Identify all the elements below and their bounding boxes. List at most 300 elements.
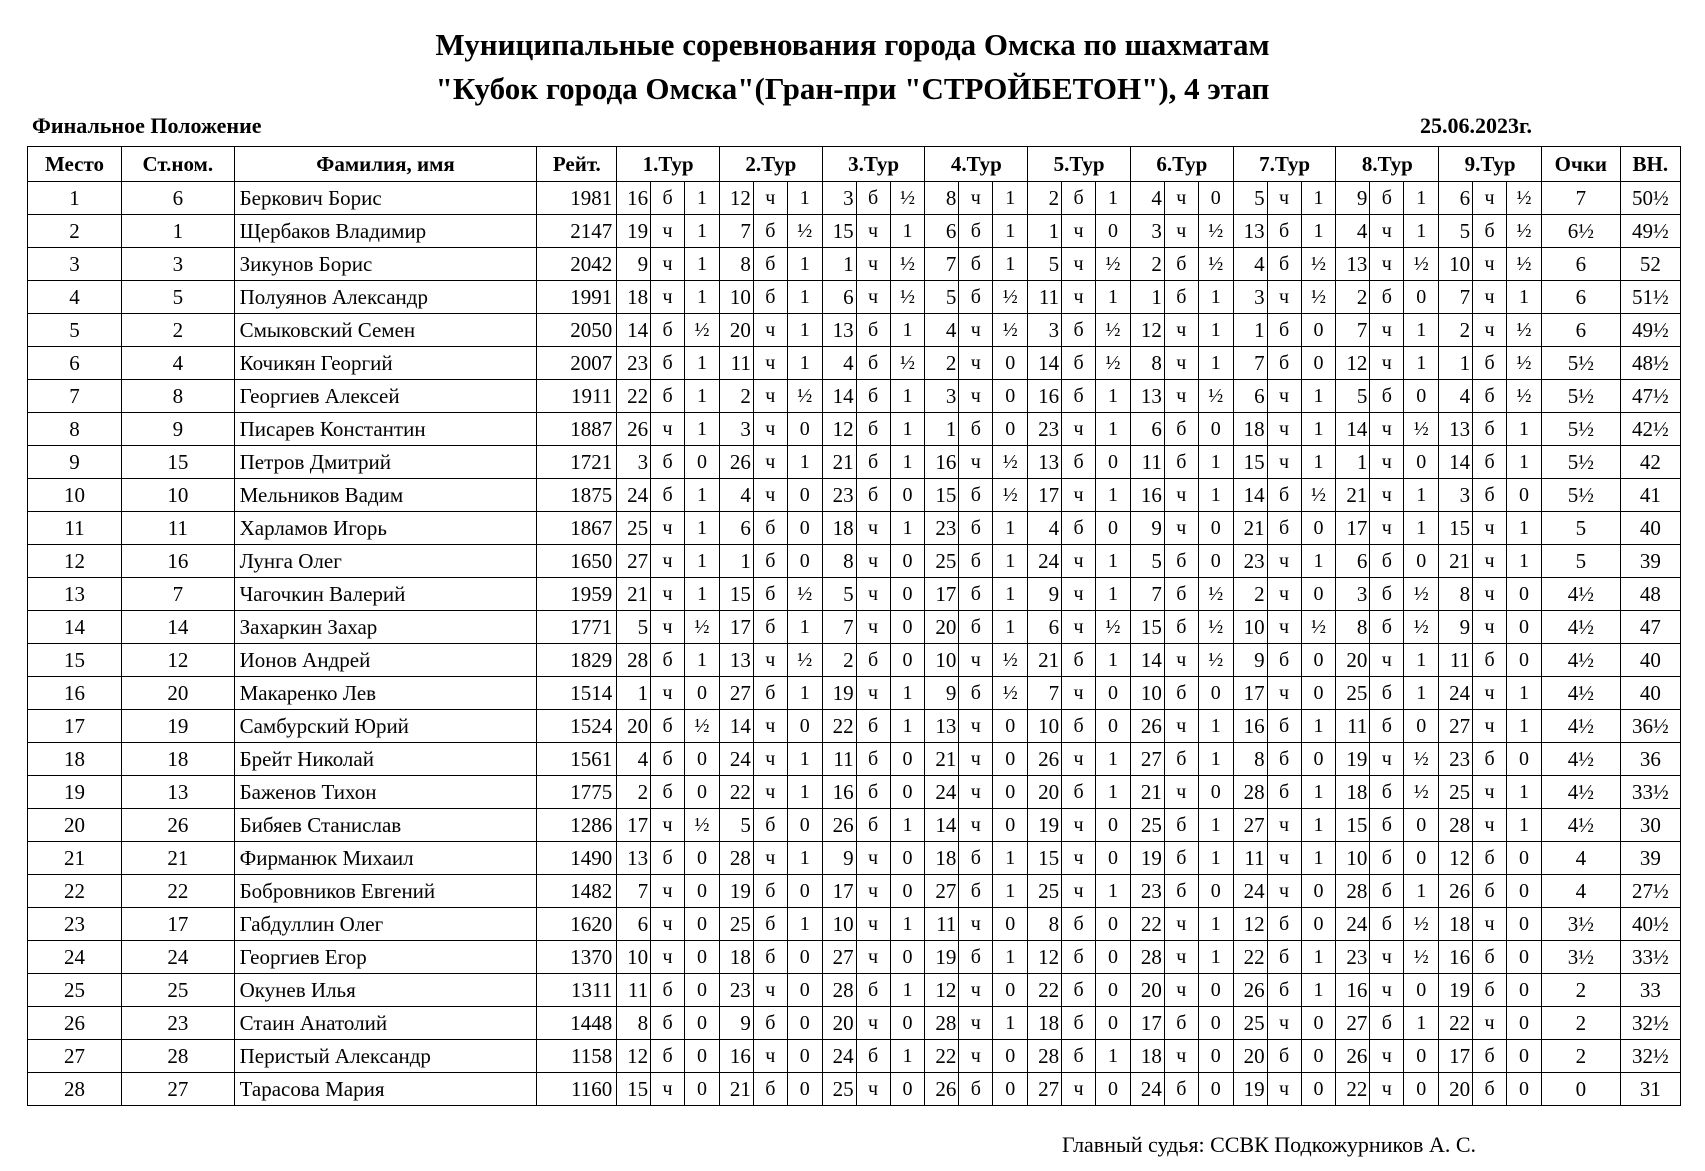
round-color-cell: б	[1473, 380, 1507, 413]
round-opponent-cell: 11	[1336, 710, 1370, 743]
round-opponent-cell: 22	[822, 710, 856, 743]
round-result-cell: 1	[1198, 809, 1233, 842]
round-result-cell: 0	[1096, 1007, 1131, 1040]
round-color-cell: б	[753, 248, 787, 281]
rating-cell: 2042	[537, 248, 617, 281]
round-result-cell: 0	[993, 776, 1028, 809]
rating-cell: 2050	[537, 314, 617, 347]
place-cell: 16	[28, 677, 122, 710]
round-opponent-cell: 13	[1336, 248, 1370, 281]
round-color-cell: б	[1370, 842, 1404, 875]
round-color-cell: б	[1164, 743, 1198, 776]
round-opponent-cell: 21	[1439, 545, 1473, 578]
round-result-cell: 0	[1198, 875, 1233, 908]
round-opponent-cell: 26	[1233, 974, 1267, 1007]
round-result-cell: ½	[1507, 380, 1542, 413]
round-color-cell: б	[1370, 875, 1404, 908]
round-result-cell: 1	[890, 908, 925, 941]
round-color-cell: ч	[959, 380, 993, 413]
round-opponent-cell: 28	[1233, 776, 1267, 809]
round-result-cell: 0	[1301, 347, 1336, 380]
round-color-cell: б	[1062, 512, 1096, 545]
round-result-cell: 1	[890, 809, 925, 842]
round-result-cell: 0	[890, 479, 925, 512]
round-result-cell: 0	[890, 941, 925, 974]
round-result-cell: ½	[993, 314, 1028, 347]
table-row	[28, 677, 1681, 710]
round-result-cell: 0	[1198, 512, 1233, 545]
round-color-cell: ч	[856, 248, 890, 281]
round-result-cell: 1	[1301, 413, 1336, 446]
round-opponent-cell: 26	[1028, 743, 1062, 776]
round-opponent-cell: 3	[1336, 578, 1370, 611]
round-result-cell: 1	[787, 908, 822, 941]
round-result-cell: 0	[993, 908, 1028, 941]
place-cell: 11	[28, 512, 122, 545]
tiebreak-cell: 33½	[1620, 941, 1680, 974]
round-opponent-cell: 22	[925, 1040, 959, 1073]
round-color-cell: б	[1267, 314, 1301, 347]
round-result-cell: ½	[1404, 248, 1439, 281]
round-opponent-cell: 5	[822, 578, 856, 611]
round-color-cell: ч	[1370, 743, 1404, 776]
round-result-cell: 1	[890, 677, 925, 710]
col-header-points: Очки	[1541, 147, 1620, 182]
round-result-cell: ½	[1404, 941, 1439, 974]
round-color-cell: ч	[1267, 809, 1301, 842]
round-result-cell: 0	[685, 908, 720, 941]
round-result-cell: ½	[890, 281, 925, 314]
round-color-cell: б	[1267, 479, 1301, 512]
round-result-cell: 1	[1301, 215, 1336, 248]
round-color-cell: б	[959, 512, 993, 545]
round-color-cell: ч	[1062, 1073, 1096, 1106]
rating-cell: 1370	[537, 941, 617, 974]
round-color-cell: ч	[856, 215, 890, 248]
place-cell: 7	[28, 380, 122, 413]
round-opponent-cell: 20	[1439, 1073, 1473, 1106]
round-color-cell: б	[1062, 941, 1096, 974]
place-cell: 21	[28, 842, 122, 875]
round-color-cell: ч	[856, 908, 890, 941]
standings-rows	[28, 182, 1681, 1106]
round-opponent-cell: 26	[1439, 875, 1473, 908]
round-opponent-cell: 18	[617, 281, 651, 314]
round-result-cell: 0	[1507, 644, 1542, 677]
round-opponent-cell: 25	[1233, 1007, 1267, 1040]
round-result-cell: 0	[890, 842, 925, 875]
place-cell: 18	[28, 743, 122, 776]
round-opponent-cell: 18	[925, 842, 959, 875]
round-result-cell: 0	[1507, 974, 1542, 1007]
round-opponent-cell: 17	[1233, 677, 1267, 710]
round-opponent-cell: 2	[822, 644, 856, 677]
place-cell: 24	[28, 941, 122, 974]
round-opponent-cell: 27	[1439, 710, 1473, 743]
round-result-cell: 0	[890, 545, 925, 578]
round-color-cell: ч	[959, 776, 993, 809]
round-color-cell: б	[856, 380, 890, 413]
round-opponent-cell: 10	[1028, 710, 1062, 743]
start-number-cell: 24	[122, 941, 235, 974]
round-opponent-cell: 24	[617, 479, 651, 512]
round-color-cell: ч	[1062, 743, 1096, 776]
round-result-cell: 1	[787, 776, 822, 809]
col-header-round-4: 4.Тур	[925, 147, 1028, 182]
round-color-cell: ч	[856, 941, 890, 974]
page-title-line-1: Муниципальные соревнования города Омска по шахматам	[435, 27, 1270, 62]
round-result-cell: 0	[1198, 182, 1233, 215]
round-result-cell: ½	[1507, 215, 1542, 248]
round-color-cell: б	[1267, 743, 1301, 776]
round-opponent-cell: 18	[1336, 776, 1370, 809]
round-color-cell: ч	[1473, 908, 1507, 941]
start-number-cell: 1	[122, 215, 235, 248]
round-color-cell: ч	[1267, 875, 1301, 908]
round-opponent-cell: 20	[719, 314, 753, 347]
round-color-cell: б	[1473, 347, 1507, 380]
round-result-cell: 0	[685, 1040, 720, 1073]
round-color-cell: ч	[856, 545, 890, 578]
round-color-cell: б	[651, 479, 685, 512]
table-row	[28, 248, 1681, 281]
round-opponent-cell: 24	[925, 776, 959, 809]
round-opponent-cell: 16	[1439, 941, 1473, 974]
round-color-cell: ч	[1370, 1040, 1404, 1073]
round-opponent-cell: 16	[1233, 710, 1267, 743]
round-opponent-cell: 9	[1233, 644, 1267, 677]
round-result-cell: 0	[1507, 1007, 1542, 1040]
round-color-cell: ч	[1370, 215, 1404, 248]
round-result-cell: 1	[685, 182, 720, 215]
round-opponent-cell: 23	[822, 479, 856, 512]
round-opponent-cell: 21	[1233, 512, 1267, 545]
round-result-cell: 0	[1507, 941, 1542, 974]
round-color-cell: ч	[753, 743, 787, 776]
round-opponent-cell: 3	[1028, 314, 1062, 347]
round-result-cell: 1	[1096, 413, 1131, 446]
round-opponent-cell: 18	[1439, 908, 1473, 941]
round-result-cell: ½	[1198, 248, 1233, 281]
round-result-cell: ½	[1096, 314, 1131, 347]
round-color-cell: б	[1164, 677, 1198, 710]
round-opponent-cell: 16	[1336, 974, 1370, 1007]
round-result-cell: ½	[1301, 479, 1336, 512]
round-color-cell: ч	[1062, 413, 1096, 446]
round-color-cell: б	[959, 875, 993, 908]
table-row	[28, 347, 1681, 380]
round-result-cell: 0	[685, 776, 720, 809]
round-color-cell: ч	[753, 182, 787, 215]
round-color-cell: б	[1164, 545, 1198, 578]
round-color-cell: б	[1473, 446, 1507, 479]
round-opponent-cell: 5	[1233, 182, 1267, 215]
round-opponent-cell: 27	[925, 875, 959, 908]
round-opponent-cell: 28	[822, 974, 856, 1007]
player-name-cell: Тарасова Мария	[234, 1073, 537, 1106]
round-color-cell: б	[753, 677, 787, 710]
points-cell: 5½	[1541, 380, 1620, 413]
round-opponent-cell: 24	[1130, 1073, 1164, 1106]
player-name-cell: Георгиев Егор	[234, 941, 537, 974]
table-row	[28, 611, 1681, 644]
start-number-cell: 20	[122, 677, 235, 710]
round-color-cell: б	[753, 1073, 787, 1106]
round-opponent-cell: 11	[1439, 644, 1473, 677]
tiebreak-cell: 41	[1620, 479, 1680, 512]
round-opponent-cell: 9	[1439, 611, 1473, 644]
round-result-cell: 1	[1404, 182, 1439, 215]
start-number-cell: 16	[122, 545, 235, 578]
round-opponent-cell: 17	[1439, 1040, 1473, 1073]
round-color-cell: ч	[1062, 809, 1096, 842]
rating-cell: 1959	[537, 578, 617, 611]
round-color-cell: б	[651, 842, 685, 875]
round-opponent-cell: 16	[925, 446, 959, 479]
round-color-cell: ч	[856, 512, 890, 545]
round-result-cell: 1	[685, 479, 720, 512]
round-result-cell: 1	[1301, 842, 1336, 875]
player-name-cell: Щербаков Владимир	[234, 215, 537, 248]
round-result-cell: ½	[1404, 413, 1439, 446]
round-opponent-cell: 10	[925, 644, 959, 677]
round-color-cell: б	[753, 875, 787, 908]
round-opponent-cell: 13	[822, 314, 856, 347]
table-row	[28, 710, 1681, 743]
points-cell: 4½	[1541, 611, 1620, 644]
round-opponent-cell: 24	[1336, 908, 1370, 941]
round-result-cell: ½	[787, 644, 822, 677]
round-result-cell: 0	[993, 380, 1028, 413]
round-opponent-cell: 10	[1233, 611, 1267, 644]
round-opponent-cell: 27	[617, 545, 651, 578]
points-cell: 5½	[1541, 413, 1620, 446]
round-opponent-cell: 20	[617, 710, 651, 743]
round-opponent-cell: 28	[1130, 941, 1164, 974]
round-result-cell: 1	[1301, 380, 1336, 413]
round-result-cell: 0	[890, 578, 925, 611]
round-result-cell: 0	[1096, 215, 1131, 248]
round-result-cell: 1	[890, 413, 925, 446]
round-result-cell: 0	[890, 1073, 925, 1106]
round-result-cell: 0	[993, 809, 1028, 842]
round-result-cell: 1	[1507, 809, 1542, 842]
round-color-cell: ч	[1370, 941, 1404, 974]
round-result-cell: 0	[1096, 512, 1131, 545]
round-result-cell: 1	[1096, 545, 1131, 578]
points-cell: 0	[1541, 1073, 1620, 1106]
round-result-cell: 0	[1198, 1007, 1233, 1040]
round-opponent-cell: 5	[719, 809, 753, 842]
round-result-cell: ½	[1198, 644, 1233, 677]
round-color-cell: б	[1370, 281, 1404, 314]
round-opponent-cell: 17	[1336, 512, 1370, 545]
tiebreak-cell: 48½	[1620, 347, 1680, 380]
rating-cell: 1160	[537, 1073, 617, 1106]
round-color-cell: б	[651, 380, 685, 413]
round-opponent-cell: 15	[1336, 809, 1370, 842]
round-result-cell: ½	[1507, 314, 1542, 347]
round-result-cell: 1	[685, 380, 720, 413]
round-opponent-cell: 12	[1028, 941, 1062, 974]
place-cell: 23	[28, 908, 122, 941]
round-opponent-cell: 10	[822, 908, 856, 941]
round-opponent-cell: 9	[1028, 578, 1062, 611]
col-header-round-2: 2.Тур	[719, 147, 822, 182]
round-color-cell: б	[753, 578, 787, 611]
round-color-cell: ч	[651, 545, 685, 578]
round-color-cell: ч	[753, 842, 787, 875]
round-opponent-cell: 4	[719, 479, 753, 512]
round-opponent-cell: 6	[925, 215, 959, 248]
player-name-cell: Баженов Тихон	[234, 776, 537, 809]
round-opponent-cell: 2	[1130, 248, 1164, 281]
round-result-cell: 1	[787, 314, 822, 347]
round-opponent-cell: 3	[1439, 479, 1473, 512]
round-opponent-cell: 21	[617, 578, 651, 611]
table-row	[28, 776, 1681, 809]
round-opponent-cell: 12	[1439, 842, 1473, 875]
tiebreak-cell: 39	[1620, 842, 1680, 875]
round-opponent-cell: 16	[617, 182, 651, 215]
round-color-cell: ч	[753, 380, 787, 413]
round-color-cell: б	[1473, 215, 1507, 248]
round-color-cell: б	[1267, 776, 1301, 809]
chief-judge: Главный судья: ССВК Подкожурников А. С.	[1062, 1132, 1477, 1157]
round-result-cell: 0	[890, 611, 925, 644]
col-header-start-number: Ст.ном.	[122, 147, 235, 182]
tiebreak-cell: 36½	[1620, 710, 1680, 743]
round-result-cell: 1	[993, 1007, 1028, 1040]
round-result-cell: ½	[993, 479, 1028, 512]
round-opponent-cell: 18	[822, 512, 856, 545]
round-color-cell: ч	[1473, 314, 1507, 347]
place-cell: 26	[28, 1007, 122, 1040]
round-opponent-cell: 22	[1439, 1007, 1473, 1040]
round-color-cell: ч	[959, 347, 993, 380]
round-color-cell: б	[753, 545, 787, 578]
round-color-cell: ч	[753, 1040, 787, 1073]
round-color-cell: ч	[1062, 842, 1096, 875]
round-opponent-cell: 23	[1028, 413, 1062, 446]
round-opponent-cell: 7	[1439, 281, 1473, 314]
round-result-cell: 1	[685, 347, 720, 380]
round-result-cell: 0	[1301, 578, 1336, 611]
round-color-cell: б	[1164, 413, 1198, 446]
round-color-cell: ч	[1267, 1073, 1301, 1106]
round-opponent-cell: 7	[1028, 677, 1062, 710]
round-color-cell: ч	[856, 677, 890, 710]
col-header-round-3: 3.Тур	[822, 147, 925, 182]
round-opponent-cell: 18	[1233, 413, 1267, 446]
round-result-cell: 1	[1404, 875, 1439, 908]
round-result-cell: 1	[787, 743, 822, 776]
round-color-cell: б	[1473, 842, 1507, 875]
round-result-cell: 0	[1096, 677, 1131, 710]
table-row	[28, 215, 1681, 248]
header-row	[28, 147, 1681, 182]
round-opponent-cell: 19	[1336, 743, 1370, 776]
round-opponent-cell: 15	[719, 578, 753, 611]
round-result-cell: 1	[890, 512, 925, 545]
points-cell: 4½	[1541, 644, 1620, 677]
col-header-round-5: 5.Тур	[1028, 147, 1131, 182]
round-opponent-cell: 15	[1028, 842, 1062, 875]
round-color-cell: ч	[753, 314, 787, 347]
round-color-cell: ч	[959, 974, 993, 1007]
round-color-cell: б	[1164, 578, 1198, 611]
round-color-cell: б	[1164, 611, 1198, 644]
round-result-cell: 0	[1301, 512, 1336, 545]
tiebreak-cell: 40	[1620, 677, 1680, 710]
round-result-cell: 1	[1301, 710, 1336, 743]
round-opponent-cell: 6	[1130, 413, 1164, 446]
tiebreak-cell: 49½	[1620, 314, 1680, 347]
round-opponent-cell: 10	[1439, 248, 1473, 281]
round-result-cell: 1	[1096, 743, 1131, 776]
round-result-cell: 0	[1507, 875, 1542, 908]
final-standings-label: Финальное Положение	[32, 113, 262, 138]
round-opponent-cell: 8	[617, 1007, 651, 1040]
table-row	[28, 446, 1681, 479]
round-opponent-cell: 27	[1233, 809, 1267, 842]
round-opponent-cell: 27	[822, 941, 856, 974]
round-result-cell: 1	[1198, 347, 1233, 380]
round-opponent-cell: 17	[822, 875, 856, 908]
col-header-round-6: 6.Тур	[1130, 147, 1233, 182]
round-color-cell: ч	[959, 1040, 993, 1073]
round-color-cell: б	[1062, 710, 1096, 743]
round-result-cell: 1	[1301, 545, 1336, 578]
round-result-cell: ½	[1404, 578, 1439, 611]
round-result-cell: 0	[1404, 545, 1439, 578]
table-row	[28, 380, 1681, 413]
round-result-cell: 0	[1404, 710, 1439, 743]
round-opponent-cell: 14	[617, 314, 651, 347]
round-opponent-cell: 1	[1130, 281, 1164, 314]
round-color-cell: б	[651, 644, 685, 677]
round-opponent-cell: 20	[1233, 1040, 1267, 1073]
round-opponent-cell: 12	[1233, 908, 1267, 941]
round-color-cell: ч	[1164, 182, 1198, 215]
round-result-cell: ½	[993, 677, 1028, 710]
player-name-cell: Фирманюк Михаил	[234, 842, 537, 875]
round-color-cell: б	[1370, 710, 1404, 743]
start-number-cell: 26	[122, 809, 235, 842]
round-result-cell: 1	[1301, 974, 1336, 1007]
round-result-cell: 1	[1096, 875, 1131, 908]
round-color-cell: б	[1164, 1073, 1198, 1106]
round-color-cell: ч	[1267, 842, 1301, 875]
table-row	[28, 479, 1681, 512]
round-color-cell: ч	[1164, 908, 1198, 941]
round-color-cell: б	[1473, 743, 1507, 776]
round-color-cell: ч	[1062, 611, 1096, 644]
round-result-cell: 1	[1507, 413, 1542, 446]
round-result-cell: ½	[993, 644, 1028, 677]
player-name-cell: Кочикян Георгий	[234, 347, 537, 380]
round-opponent-cell: 21	[822, 446, 856, 479]
round-opponent-cell: 5	[1130, 545, 1164, 578]
round-opponent-cell: 5	[925, 281, 959, 314]
round-color-cell: б	[1473, 1040, 1507, 1073]
round-result-cell: 1	[993, 512, 1028, 545]
tiebreak-cell: 52	[1620, 248, 1680, 281]
round-color-cell: ч	[959, 743, 993, 776]
table-row	[28, 644, 1681, 677]
round-result-cell: 1	[787, 842, 822, 875]
round-opponent-cell: 3	[1233, 281, 1267, 314]
